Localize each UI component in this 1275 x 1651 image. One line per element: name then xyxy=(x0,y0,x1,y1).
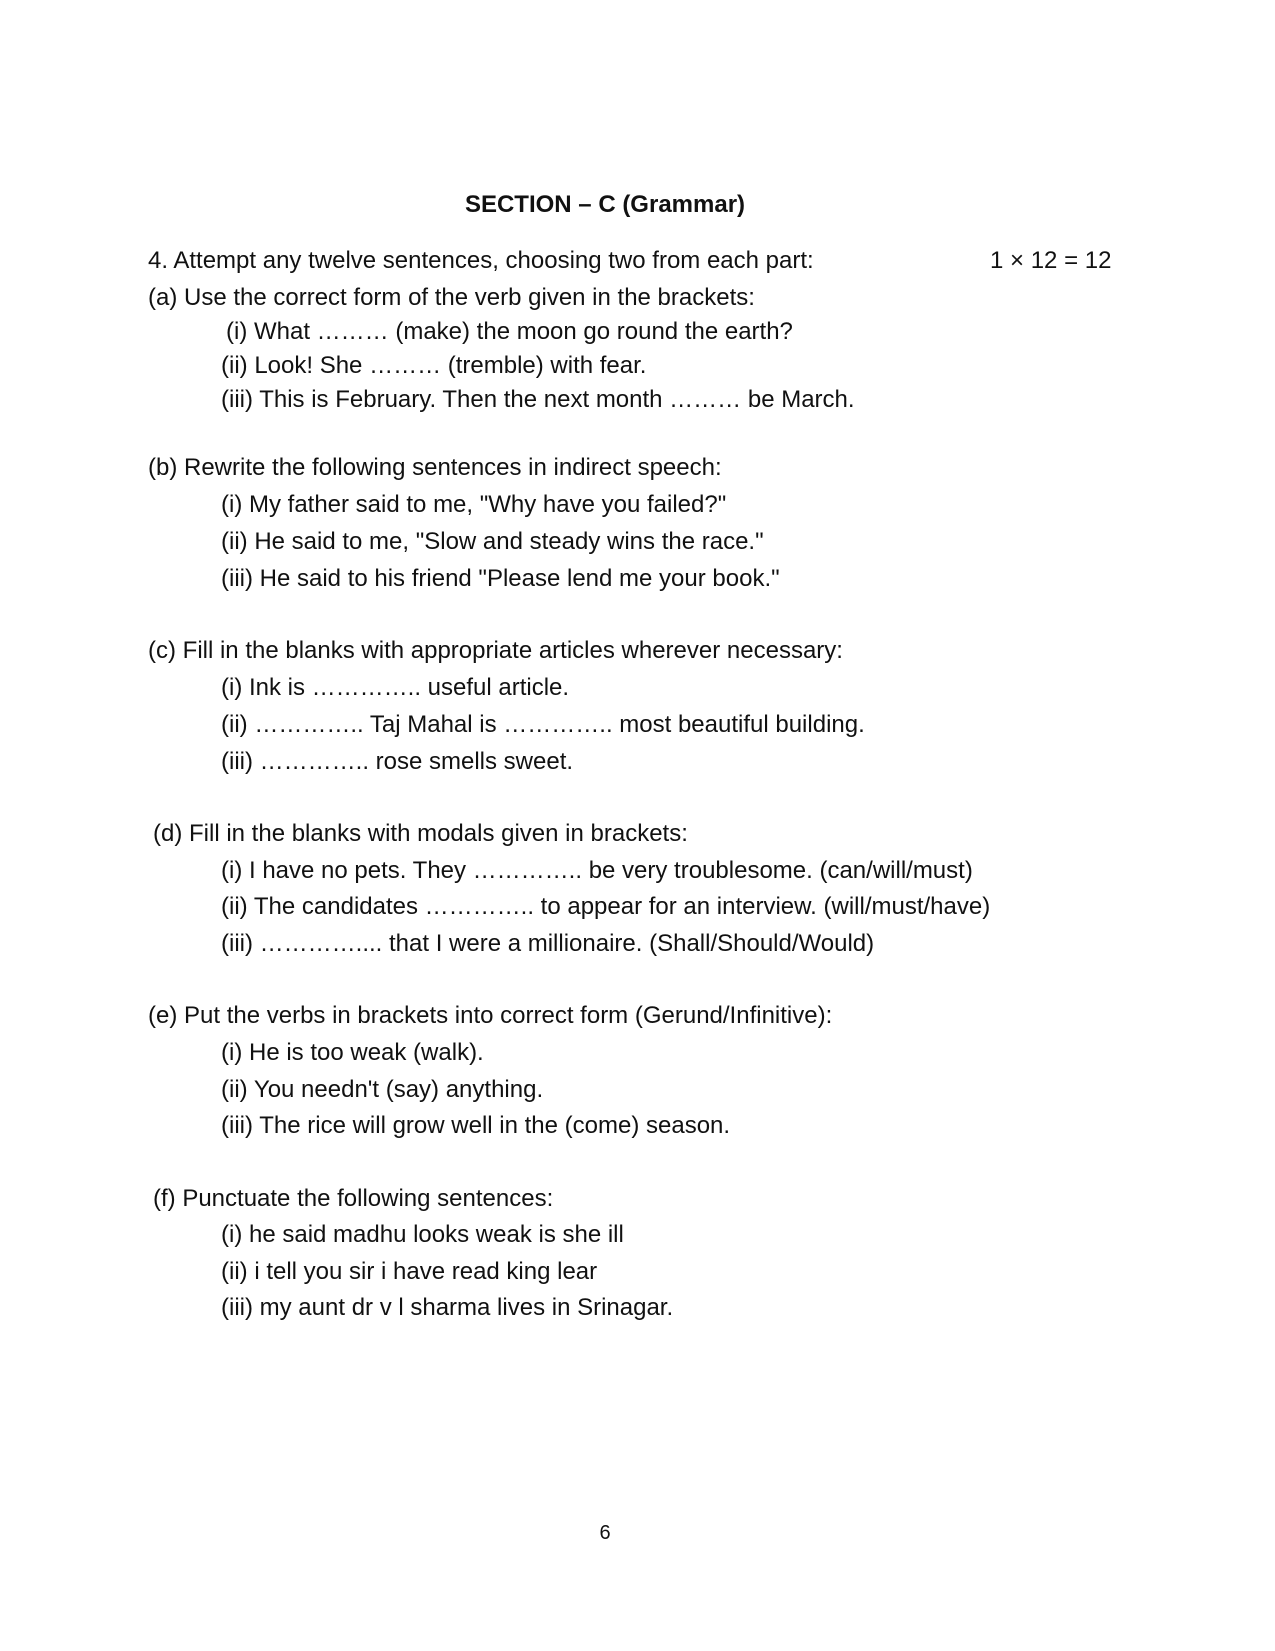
part-c-item-3: (iii) ………….. rose smells sweet. xyxy=(221,748,574,775)
part-f-item-3: (iii) my aunt dr v l sharma lives in Srinagar. xyxy=(221,1294,674,1321)
part-a-item-1: (i) What ……… (make) the moon go round the earth? xyxy=(226,318,793,345)
part-b-heading: (b) Rewrite the following sentences in indirect speech: xyxy=(148,454,722,481)
part-a-heading: (a) Use the correct form of the verb given in the brackets: xyxy=(148,284,755,311)
part-b-item-2: (ii) He said to me, "Slow and steady wins the race." xyxy=(221,528,764,555)
part-f-item-1: (i) he said madhu looks weak is she ill xyxy=(221,1221,624,1248)
part-d-item-2: (ii) The candidates ………….. to appear for an interview. (will/must/have) xyxy=(221,893,991,920)
part-d-item-3: (iii) ………….... that I were a millionaire. (Shall/Should/Would) xyxy=(221,930,875,957)
part-c-item-2: (ii) ………….. Taj Mahal is ………….. most beautiful building. xyxy=(221,711,865,738)
page-number: 6 xyxy=(599,1522,611,1544)
part-f-heading: (f) Punctuate the following sentences: xyxy=(153,1185,554,1212)
part-b-item-3: (iii) He said to his friend "Please lend me your book." xyxy=(221,565,780,592)
part-c-heading: (c) Fill in the blanks with appropriate articles wherever necessary: xyxy=(148,637,843,664)
part-a-item-3: (iii) This is February. Then the next month ……… be March. xyxy=(221,386,855,413)
part-e-heading: (e) Put the verbs in brackets into correct form (Gerund/Infinitive): xyxy=(148,1002,833,1029)
part-a-item-2: (ii) Look! She ……… (tremble) with fear. xyxy=(221,352,647,379)
question-marks: 1 × 12 = 12 xyxy=(990,247,1112,274)
part-e-item-3: (iii) The rice will grow well in the (come) season. xyxy=(221,1112,731,1139)
section-title: SECTION – C (Grammar) xyxy=(464,191,746,218)
part-d-item-1: (i) I have no pets. They ………….. be very troublesome. (can/will/must) xyxy=(221,857,973,884)
part-d-heading: (d) Fill in the blanks with modals given in brackets: xyxy=(153,820,688,847)
part-b-item-1: (i) My father said to me, "Why have you failed?" xyxy=(221,491,727,518)
part-e-item-1: (i) He is too weak (walk). xyxy=(221,1039,484,1066)
part-f-item-2: (ii) i tell you sir i have read king lear xyxy=(221,1258,598,1285)
question-text: 4. Attempt any twelve sentences, choosing two from each part: xyxy=(148,247,814,274)
part-c-item-1: (i) Ink is ………….. useful article. xyxy=(221,674,570,701)
part-e-item-2: (ii) You needn't (say) anything. xyxy=(221,1076,544,1103)
